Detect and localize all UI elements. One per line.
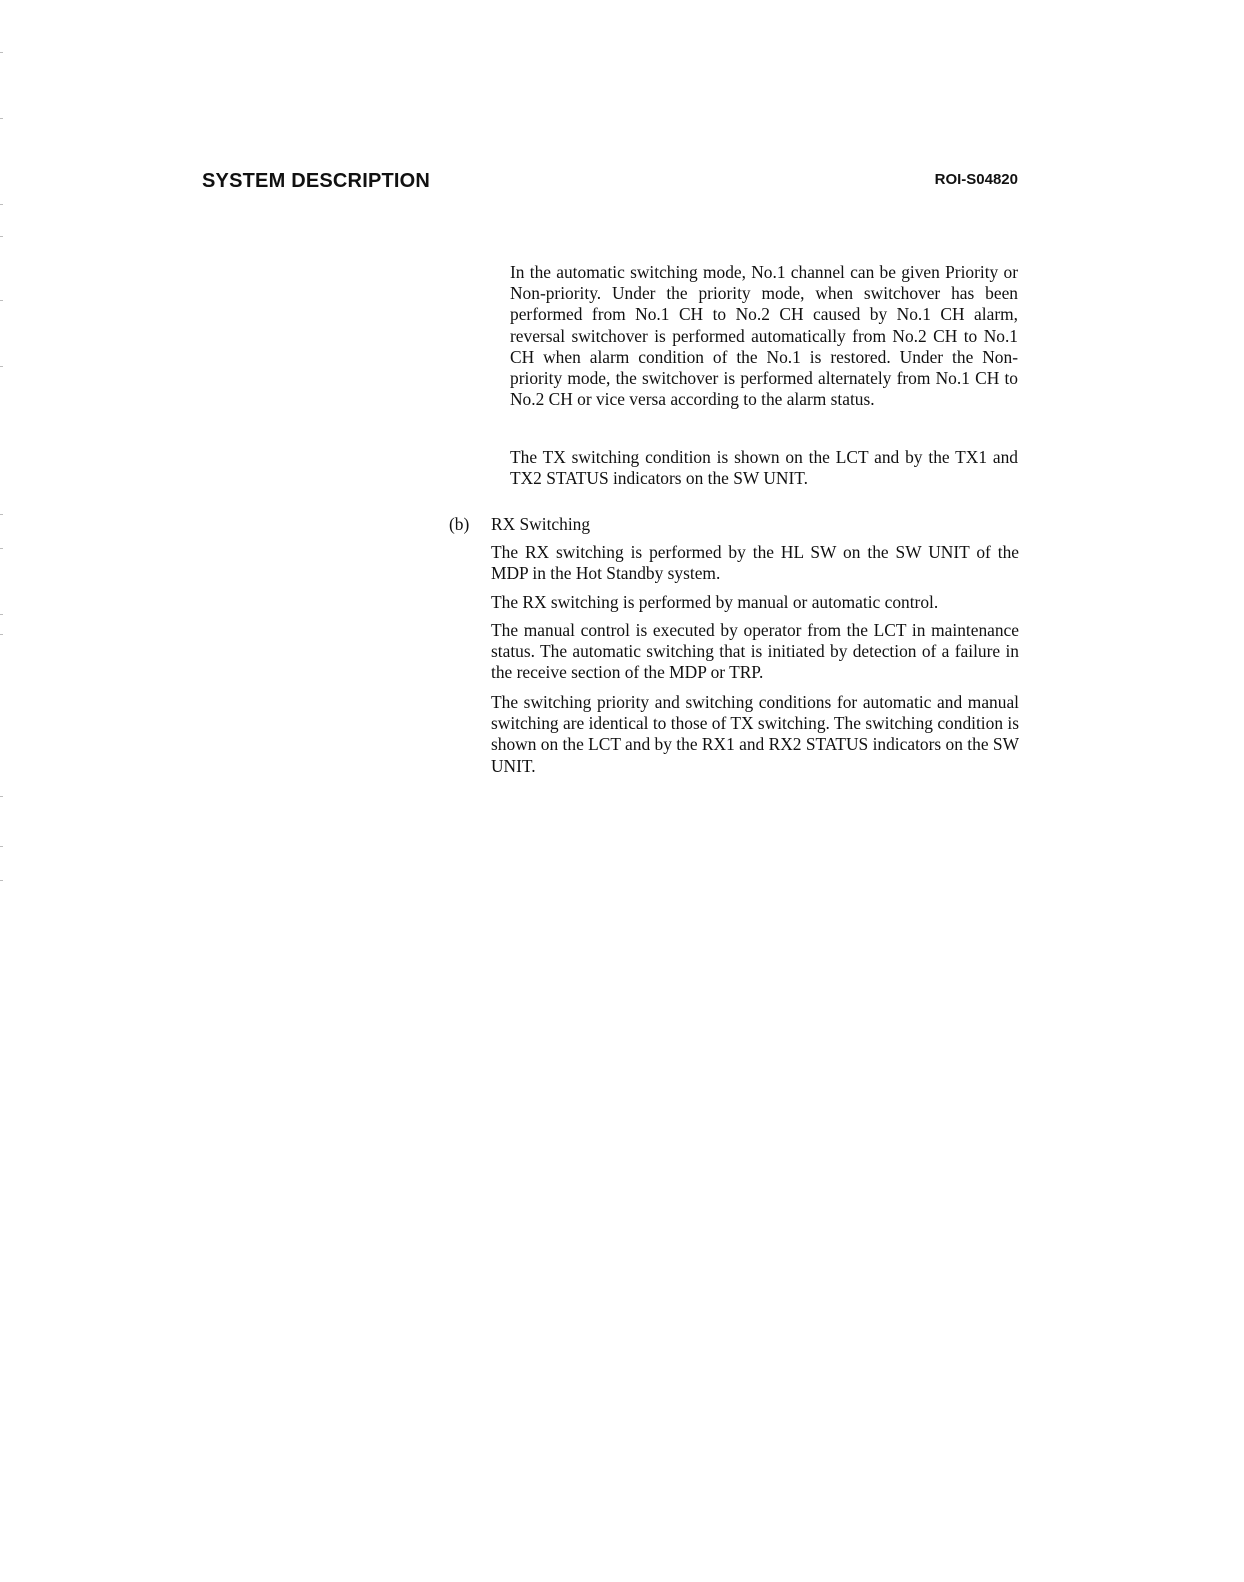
margin-tick: [0, 846, 3, 847]
margin-tick: [0, 634, 3, 635]
subsection-title-rx-switching: RX Switching: [491, 514, 591, 534]
margin-tick: [0, 796, 3, 797]
margin-tick: [0, 514, 3, 515]
margin-tick: [0, 118, 3, 119]
paragraph-tx-switching-condition: The TX switching condition is shown on the LCT and by the TX1 and TX2 STATUS indicators on the SW UNIT.: [510, 447, 1018, 489]
margin-tick: [0, 548, 3, 549]
margin-tick: [0, 300, 3, 301]
paragraph-rx-manual-or-automatic: The RX switching is performed by manual or automatic control.: [491, 592, 939, 612]
margin-tick: [0, 880, 3, 881]
margin-tick: [0, 204, 3, 205]
paragraph-manual-control: The manual control is executed by operator from the LCT in maintenance status. The automatic switching that is initiated by detection of a failure in the receive section of the MDP or TRP.: [491, 620, 1019, 683]
margin-tick: [0, 614, 3, 615]
paragraph-rx-switching-hl-sw: The RX switching is performed by the HL SW on the SW UNIT of the MDP in the Hot Standby system.: [491, 542, 1019, 584]
margin-tick: [0, 52, 3, 53]
margin-tick: [0, 236, 3, 237]
paragraph-switching-priority: The switching priority and switching conditions for automatic and manual switching are identical to those of TX switching. The switching condition is shown on the LCT and by the RX1 and RX2 STATUS indicators on the SW UNIT.: [491, 692, 1019, 776]
list-marker-b: (b): [449, 514, 470, 534]
section-title: SYSTEM DESCRIPTION: [202, 170, 431, 192]
margin-tick: [0, 366, 3, 367]
document-code: ROI-S04820: [934, 171, 1018, 188]
paragraph-automatic-switching-mode: In the automatic switching mode, No.1 channel can be given Priority or Non-priority. Under the priority mode, when switchover has been performed from No.1 CH to No.2 CH caused by No.1 CH alarm, reversal switchover is performed automatically from No.2 CH to No.1 CH when alarm condition of the No.1 is restored. Under the Non-priority mode, the switchover is performed alternately from No.1 CH to No.2 CH or vice versa according to the alarm status.: [510, 262, 1018, 410]
